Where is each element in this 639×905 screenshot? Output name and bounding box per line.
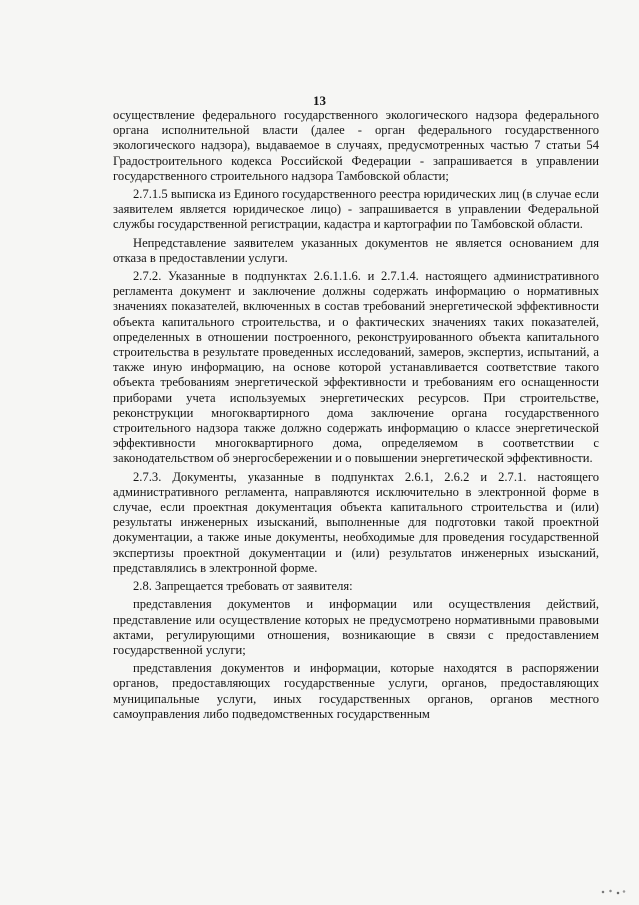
list-item-prohibition-1: представления документов и информации или осуществления действий, представление или осуществление которых не предусмотрено нормативными правовыми актами, регулирующими отношения, возникающие в связи с предоставлением государственной услуги; — [113, 597, 599, 657]
paragraph-2-7-3: 2.7.3. Документы, указанные в подпунктах 2.6.1, 2.6.2 и 2.7.1. настоящего административного регламента, направляются исключительно в электронной форме в случае, если проектная документация объекта капитального строительства и (или) результаты инженерных изысканий, выполненные для подготовки такой проектной документации, а также иные документы, необходимые для проведения государственной экспертизы проектной документации и (или) результатов инженерных изысканий, представлялись в электронной форме. — [113, 469, 599, 575]
page-number: 13 — [313, 93, 326, 108]
document-body — [113, 108, 599, 722]
paragraph-2-7-2: 2.7.2. Указанные в подпунктах 2.6.1.1.6. и 2.7.1.4. настоящего административного регламента документ и заключение должны содержать информацию о нормативных значениях показателей, включенных в состав требований энергетической эффективности объекта капитального строительства, и о фактических значениях таких показателей, определенных в отношении построенного, реконструированного объекта капитального строительства в результате проведенных исследований, замеров, экспертиз, испытаний, а также иную информацию, на основе которой устанавливается соответствие такого объекта требованиям энергетической эффективности и требованиям его оснащенности приборами учета используемых энергетических ресурсов. При строительстве, реконструкции многоквартирного дома заключение органа государственного строительного надзора также должно содержать информацию о классе энергетической эффективности многоквартирного дома, определяемом в соответствии с законодательством об энергосбережении и о повышении энергетической эффективности. — [113, 269, 599, 466]
paragraph-2-7-1-5: 2.7.1.5 выписка из Единого государственного реестра юридических лиц (в случае если заявителем является юридическое лицо) - запрашивается в управлении Федеральной службы государственной регистрации, кадастра и картографии по Тамбовской области. — [113, 187, 599, 232]
scan-artifact — [597, 887, 627, 897]
paragraph-non-submission: Непредставление заявителем указанных документов не является основанием для отказа в предоставлении услуги. — [113, 235, 599, 265]
list-item-prohibition-2: представления документов и информации, которые находятся в распоряжении органов, предоставляющих государственные услуги, органов, предоставляющих муниципальные услуги, иных государственных органов, органов местного самоуправления либо подведомственных государственным — [113, 661, 599, 721]
paragraph-2-8-heading: 2.8. Запрещается требовать от заявителя: — [133, 579, 353, 594]
paragraph-continuation: осуществление федерального государственного экологического надзора федерального органа исполнительной власти (далее - орган федерального государственного экологического надзора), выдаваемое в случаях, предусмотренных частью 7 статьи 54 Градостроительного кодекса Российской Федерации - запрашивается в управлении государственного строительного надзора Тамбовской области; — [113, 108, 599, 183]
